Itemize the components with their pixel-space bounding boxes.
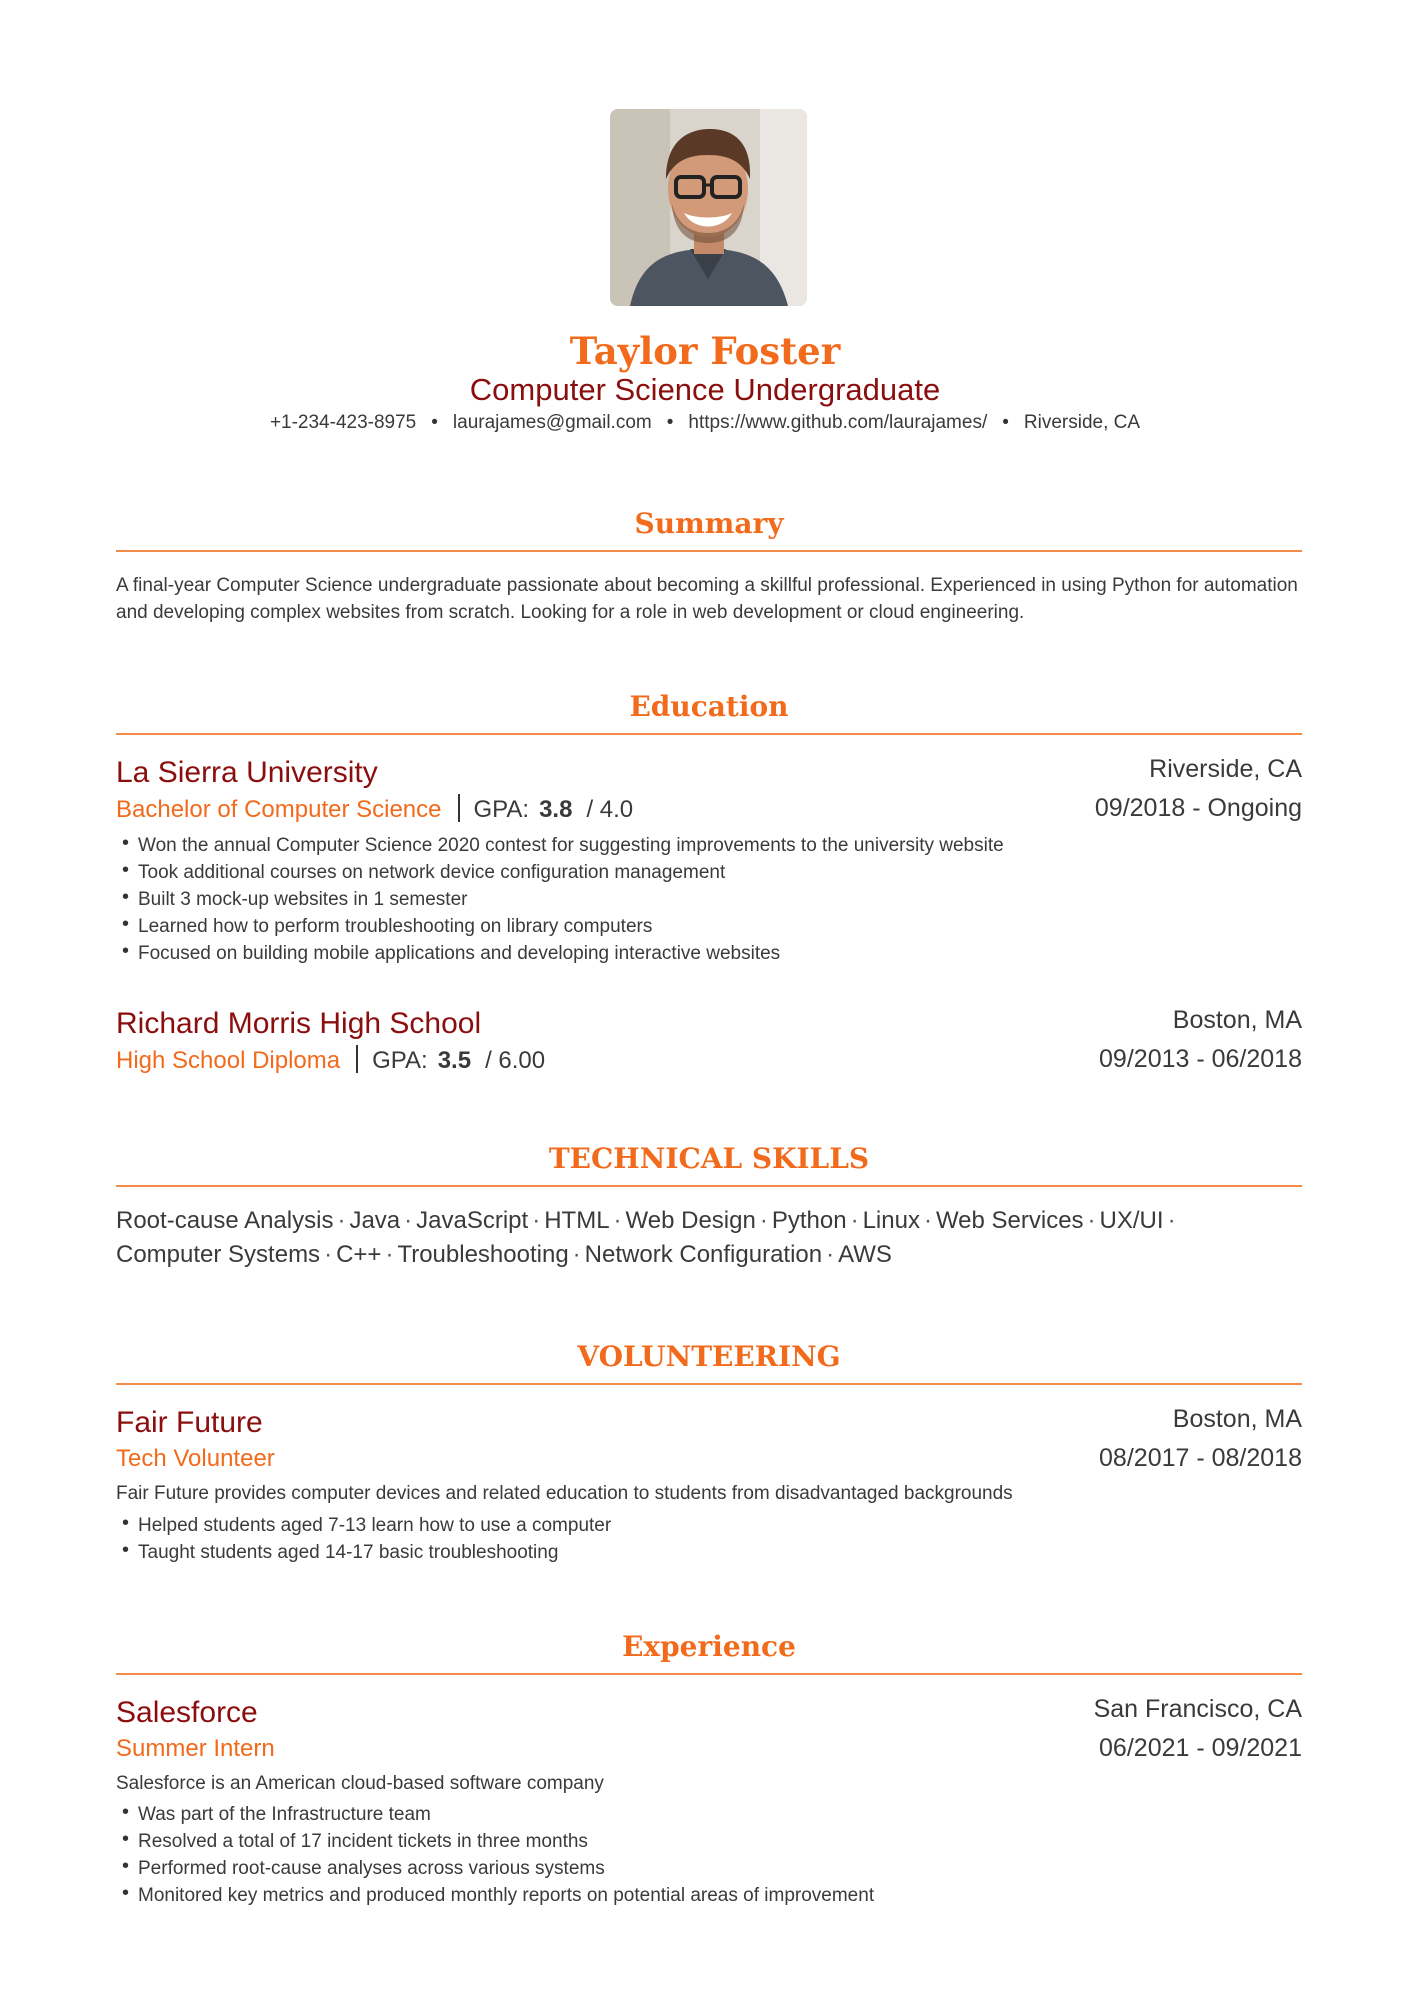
job-dates: 06/2021 - 09/2021 xyxy=(1099,1734,1302,1762)
separator-dot: • xyxy=(666,412,674,433)
skills-list: Root-cause Analysis · Java · JavaScript · HTML · Web Design · Python · Linux · Web Services · UX/UI · Computer Systems · C++ · Troubleshooting · Network Configuration · AWS xyxy=(116,1207,1176,1268)
school-name: Richard Morris High School xyxy=(116,1007,482,1040)
skill-item: JavaScript xyxy=(416,1207,529,1234)
gpa-max: / 4.0 xyxy=(586,796,634,823)
summary-text: A final-year Computer Science undergraduate passionate about becoming a skillful professional. Experienced in using Python for automation and developing complex websites from scratch. Looking for a role in web development or cloud engineering. xyxy=(116,575,1298,623)
location: Riverside, CA xyxy=(1023,412,1141,433)
gpa-max: / 6.00 xyxy=(485,1047,546,1074)
list-item: • Resolved a total of 17 incident tickets in three months xyxy=(116,1828,1302,1855)
skill-item: Web Design xyxy=(625,1207,756,1234)
job-role: Summer Intern xyxy=(116,1735,275,1762)
education-bullets xyxy=(116,832,1302,967)
skill-item: Python xyxy=(771,1207,847,1234)
section-divider xyxy=(116,1673,1302,1675)
separator-dot: • xyxy=(431,412,438,433)
phone[interactable]: +1-234-423-8975 xyxy=(269,412,417,433)
section-divider xyxy=(116,550,1302,552)
skill-item: Computer Systems xyxy=(116,1241,321,1268)
section-title-skills: TECHNICAL SKILLS xyxy=(548,1142,870,1175)
github-link[interactable]: https://www.github.com/laurajames/ xyxy=(688,412,988,433)
list-item: • Built 3 mock-up websites in 1 semester xyxy=(116,886,1302,913)
section-divider xyxy=(116,1383,1302,1385)
gpa-label: GPA: xyxy=(372,1047,428,1074)
company-name: Salesforce xyxy=(116,1696,258,1729)
degree: High School Diploma xyxy=(116,1047,341,1074)
company-location: San Francisco, CA xyxy=(1093,1695,1302,1723)
vertical-separator xyxy=(356,1045,358,1073)
school-name: La Sierra University xyxy=(116,756,378,789)
section-title-volunteering: VOLUNTEERING xyxy=(577,1340,841,1373)
school-location: Boston, MA xyxy=(1172,1006,1302,1034)
section-title-summary: Summary xyxy=(634,507,784,540)
volunteer-description: Fair Future provides computer devices and related education to students from disadvantaged backgrounds xyxy=(116,1483,1013,1504)
volunteer-role: Tech Volunteer xyxy=(116,1445,275,1472)
list-item: • Took additional courses on network device configuration management xyxy=(116,859,1302,886)
degree-line xyxy=(116,1045,545,1077)
list-item: • Won the annual Computer Science 2020 contest for suggesting improvements to the university website xyxy=(116,832,1302,859)
skill-item: Troubleshooting xyxy=(397,1241,569,1268)
skill-item: Network Configuration xyxy=(584,1241,823,1268)
list-item: • Helped students aged 7-13 learn how to use a computer xyxy=(116,1512,1302,1539)
full-name: Taylor Foster xyxy=(569,329,841,373)
list-item: • Taught students aged 14-17 basic troubleshooting xyxy=(116,1539,1302,1566)
skill-item: UX/UI xyxy=(1099,1207,1164,1234)
person-photo-icon xyxy=(610,109,807,306)
list-item: • Was part of the Infrastructure team xyxy=(116,1801,1302,1828)
profile-photo xyxy=(610,109,807,306)
company-description: Salesforce is an American cloud-based software company xyxy=(116,1773,604,1794)
section-title-experience: Experience xyxy=(622,1630,796,1663)
org-name: Fair Future xyxy=(116,1406,263,1439)
school-location: Riverside, CA xyxy=(1149,755,1302,783)
experience-bullets xyxy=(116,1801,1302,1909)
list-item: • Performed root-cause analyses across various systems xyxy=(116,1855,1302,1882)
vertical-separator xyxy=(458,794,460,822)
skill-item: Java xyxy=(349,1207,401,1234)
list-item: • Focused on building mobile applications and developing interactive websites xyxy=(116,940,1302,967)
separator-dot: • xyxy=(1002,412,1009,433)
section-divider xyxy=(116,733,1302,735)
degree: Bachelor of Computer Science xyxy=(116,796,442,823)
section-divider xyxy=(116,1185,1302,1187)
volunteer-bullets xyxy=(116,1512,1302,1566)
skill-item: Root-cause Analysis xyxy=(116,1207,334,1234)
email[interactable]: laurajames@gmail.com xyxy=(452,412,652,433)
degree-line xyxy=(116,794,633,826)
section-title-education: Education xyxy=(629,690,789,723)
skill-item: AWS xyxy=(838,1241,892,1268)
headline: Computer Science Undergraduate xyxy=(469,372,941,407)
skill-item: Linux xyxy=(862,1207,920,1234)
gpa-value: 3.8 xyxy=(539,796,573,823)
org-location: Boston, MA xyxy=(1172,1405,1302,1433)
skill-item: C++ xyxy=(336,1241,382,1268)
volunteer-dates: 08/2017 - 08/2018 xyxy=(1099,1444,1302,1472)
contact-line xyxy=(0,410,1410,436)
education-dates: 09/2018 - Ongoing xyxy=(1094,794,1302,822)
gpa-label: GPA: xyxy=(473,796,530,823)
skill-item: HTML xyxy=(544,1207,610,1234)
gpa-value: 3.5 xyxy=(437,1047,472,1074)
skill-item: Web Services xyxy=(935,1207,1084,1234)
education-dates: 09/2013 - 06/2018 xyxy=(1099,1045,1302,1073)
list-item: • Monitored key metrics and produced monthly reports on potential areas of improvement xyxy=(116,1882,1302,1909)
list-item: • Learned how to perform troubleshooting on library computers xyxy=(116,913,1302,940)
